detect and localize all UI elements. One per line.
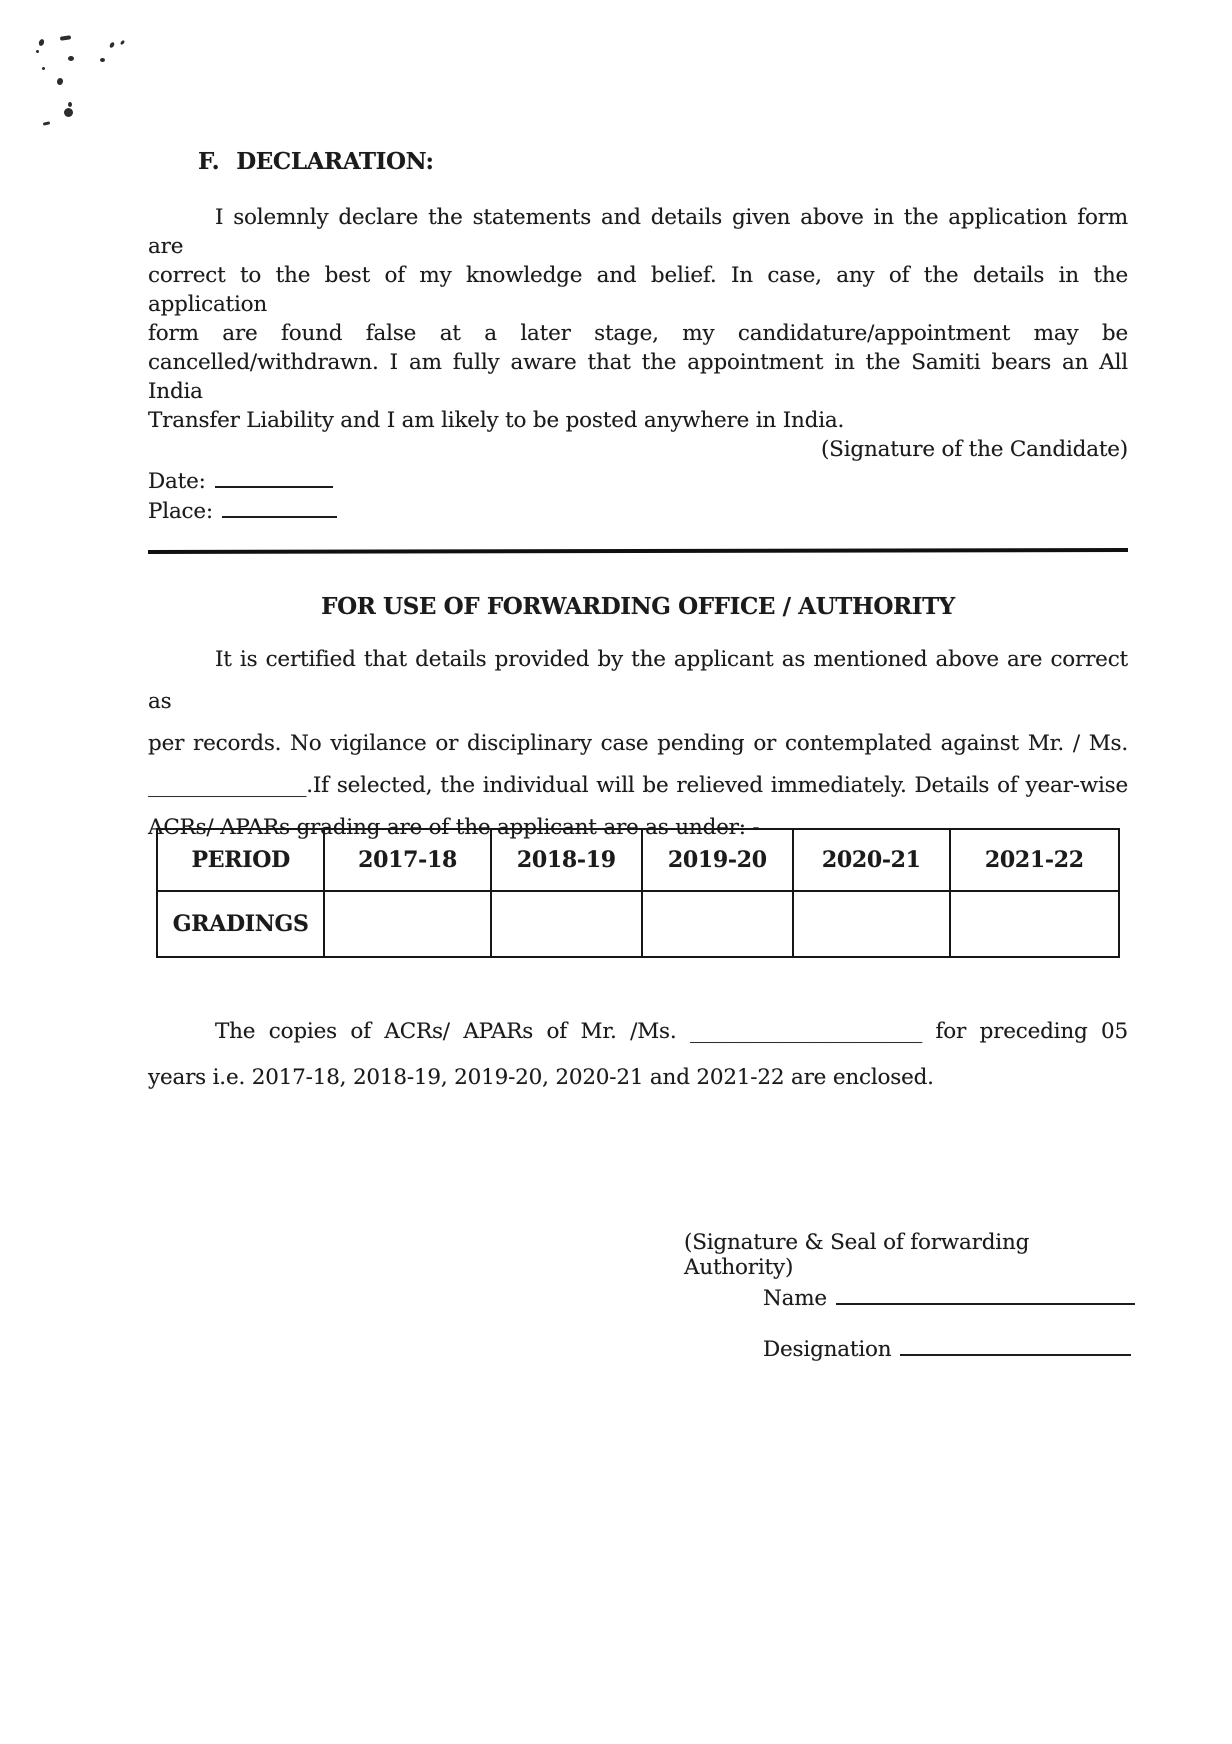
certification-line: _______________.If selected, the individual will be relieved immediately. Details of year-wise xyxy=(148,773,1128,798)
section-divider-line xyxy=(148,548,1128,554)
scan-speck xyxy=(38,38,45,46)
table-grading-cell-empty xyxy=(491,891,642,957)
scan-speck xyxy=(36,50,39,53)
authority-signature-caption: (Signature & Seal of forwarding Authority) xyxy=(684,1230,1030,1280)
table-header-year: 2018-19 xyxy=(491,829,642,891)
declaration-line: I solemnly declare the statements and details given above in the application form are xyxy=(148,205,1128,259)
designation-label: Designation xyxy=(763,1337,892,1362)
candidate-signature-caption: (Signature of the Candidate) xyxy=(820,437,1128,462)
table-header-period: PERIOD xyxy=(157,829,324,891)
table-header-row xyxy=(157,829,1119,891)
declaration-heading-text: DECLARATION: xyxy=(236,148,434,175)
enclosure-line: The copies of ACRs/ APARs of Mr. /Ms. ______________________ for preceding 05 xyxy=(215,1019,1128,1044)
place-label: Place: xyxy=(148,499,213,524)
scan-speck xyxy=(68,56,74,61)
forwarding-section-heading: FOR USE OF FORWARDING OFFICE / AUTHORITY xyxy=(321,593,955,620)
table-gradings-label: GRADINGS xyxy=(157,891,324,957)
declaration-heading xyxy=(198,148,434,175)
designation-blank-line xyxy=(900,1334,1131,1356)
date-blank-line xyxy=(215,466,333,488)
scan-speck xyxy=(43,121,50,125)
declaration-line: cancelled/withdrawn. I am fully aware that the appointment in the Samiti bears an All India xyxy=(148,350,1128,404)
certification-line: per records. No vigilance or disciplinary case pending or contemplated against Mr. / Ms. xyxy=(148,731,1128,756)
scan-speck xyxy=(64,108,73,117)
table-header-year: 2020-21 xyxy=(793,829,950,891)
table-grading-cell-empty xyxy=(324,891,490,957)
declaration-heading-number: F. xyxy=(198,148,220,175)
declaration-line: correct to the best of my knowledge and belief. In case, any of the details in the application xyxy=(148,263,1128,317)
scan-speck xyxy=(42,67,45,70)
enclosure-paragraph xyxy=(148,1009,1128,1101)
scan-speck xyxy=(68,102,72,107)
enclosure-line: years i.e. 2017-18, 2018-19, 2019-20, 2020-21 and 2021-22 are enclosed. xyxy=(148,1065,934,1090)
table-gradings-row xyxy=(157,891,1119,957)
place-blank-line xyxy=(222,496,337,518)
declaration-paragraph xyxy=(148,203,1128,435)
designation-field xyxy=(763,1334,1131,1363)
place-field xyxy=(148,496,337,525)
scan-speck xyxy=(56,77,64,85)
date-label: Date: xyxy=(148,469,206,494)
scan-speck xyxy=(60,35,71,40)
declaration-line: Transfer Liability and I am likely to be posted anywhere in India. xyxy=(148,408,845,433)
certification-line: ACRs/ APARs grading are of the applicant are as under: - xyxy=(148,815,760,840)
scan-speck xyxy=(100,58,105,62)
name-blank-line xyxy=(836,1283,1135,1305)
name-label: Name xyxy=(763,1286,827,1311)
gradings-table xyxy=(156,828,1120,958)
name-field xyxy=(763,1283,1135,1312)
scan-speck xyxy=(109,41,115,48)
table-header-year: 2017-18 xyxy=(324,829,490,891)
table-grading-cell-empty xyxy=(950,891,1119,957)
certification-line: It is certified that details provided by the applicant as mentioned above are correct as xyxy=(148,647,1128,714)
table-grading-cell-empty xyxy=(642,891,793,957)
table-header-year: 2021-22 xyxy=(950,829,1119,891)
date-field xyxy=(148,466,333,495)
declaration-line: form are found false at a later stage, my candidature/appointment may be xyxy=(148,321,1128,346)
table-grading-cell-empty xyxy=(793,891,950,957)
certification-paragraph xyxy=(148,639,1128,849)
scan-speck xyxy=(120,40,126,46)
table-header-year: 2019-20 xyxy=(642,829,793,891)
